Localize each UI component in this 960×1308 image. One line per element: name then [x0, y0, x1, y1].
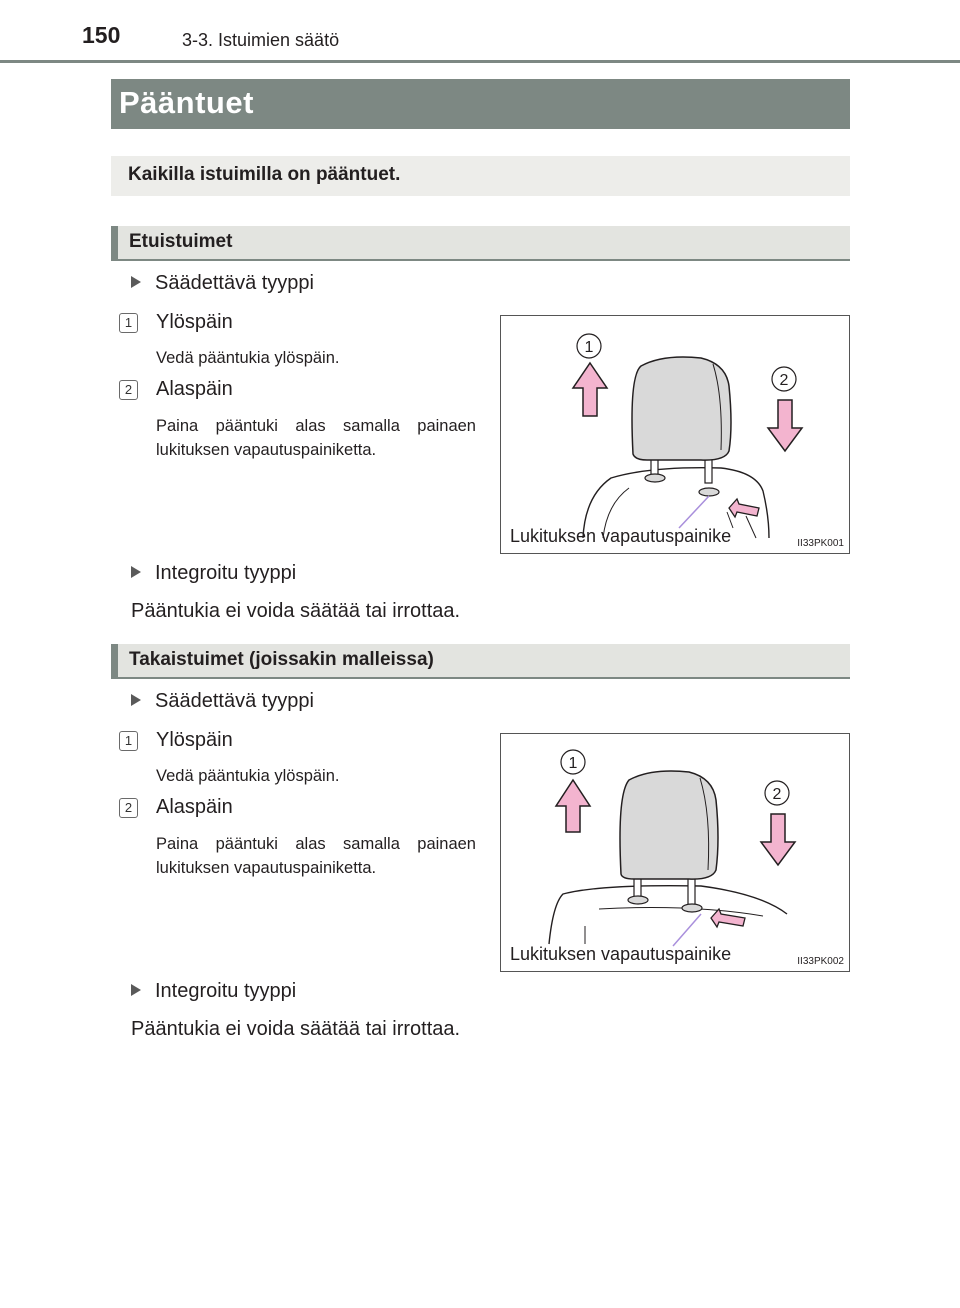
chapter-title: 3-3. Istuimien säätö [182, 30, 340, 50]
marker-1-label: 1 [584, 339, 594, 356]
step-number-badge: 1 [119, 731, 138, 751]
step-number-badge: 2 [119, 380, 138, 400]
subtype-label: Säädettävä tyyppi [155, 690, 314, 712]
headrest-drawing [501, 734, 849, 971]
step-description: Vedä pääntukia ylöspäin. [156, 767, 340, 785]
marker-2-label: 2 [779, 372, 789, 389]
section-heading-text: Etuistuimet [129, 231, 233, 252]
triangle-bullet-icon [131, 694, 141, 706]
subtype-label: Säädettävä tyyppi [155, 272, 314, 294]
header-rule [0, 60, 960, 63]
up-arrow-icon [556, 780, 590, 832]
intro-box [111, 156, 850, 196]
figure-callout-label: Lukituksen vapautuspainike [510, 526, 732, 546]
step-title: Ylöspäin [156, 311, 233, 333]
down-arrow-icon [768, 400, 802, 451]
figure-callout-label: Lukituksen vapautuspainike [510, 944, 732, 964]
section-heading-text: Takaistuimet (joissakin malleissa) [129, 649, 434, 670]
subtype-integrated [131, 562, 296, 585]
rear-headrest-illustration [500, 733, 850, 972]
integrated-note: Pääntukia ei voida säätää tai irrottaa. [131, 1018, 461, 1040]
release-button-arrow-icon [729, 499, 759, 517]
step-number-badge: 2 [119, 798, 138, 818]
triangle-bullet-icon [131, 276, 141, 288]
triangle-bullet-icon [131, 566, 141, 578]
triangle-bullet-icon [131, 984, 141, 996]
step-title: Alaspäin [156, 378, 233, 400]
figure-code: II33PK002 [797, 956, 844, 967]
step-title: Ylöspäin [156, 729, 233, 751]
section-heading-front [111, 226, 850, 261]
subtype-adjustable [131, 272, 314, 295]
marker-2-label: 2 [772, 786, 782, 803]
page-title: Pääntuet [119, 85, 254, 120]
integrated-note: Pääntukia ei voida säätää tai irrottaa. [131, 600, 461, 622]
headrest-drawing [501, 316, 849, 553]
subtype-adjustable [131, 690, 314, 713]
step-title: Alaspäin [156, 796, 233, 818]
step-description: Paina pääntuki alas samalla painaen lukituksen vapautuspainiketta. [156, 417, 476, 459]
section-accent [111, 226, 118, 261]
step-number-badge: 1 [119, 313, 138, 333]
subtype-label: Integroitu tyyppi [155, 562, 297, 584]
step-description: Vedä pääntukia ylöspäin. [156, 349, 340, 367]
figure-code: II33PK001 [797, 538, 844, 549]
front-headrest-illustration [500, 315, 850, 554]
down-arrow-icon [761, 814, 795, 865]
page-title-bar [111, 79, 850, 129]
step-description: Paina pääntuki alas samalla painaen lukituksen vapautuspainiketta. [156, 835, 476, 877]
page-number: 150 [82, 22, 121, 48]
subtype-integrated [131, 980, 296, 1003]
up-arrow-icon [573, 363, 607, 416]
subtype-label: Integroitu tyyppi [155, 980, 297, 1002]
section-accent [111, 644, 118, 679]
marker-1-label: 1 [568, 755, 578, 772]
intro-text: Kaikilla istuimilla on pääntuet. [128, 164, 401, 185]
section-heading-rear [111, 644, 850, 679]
